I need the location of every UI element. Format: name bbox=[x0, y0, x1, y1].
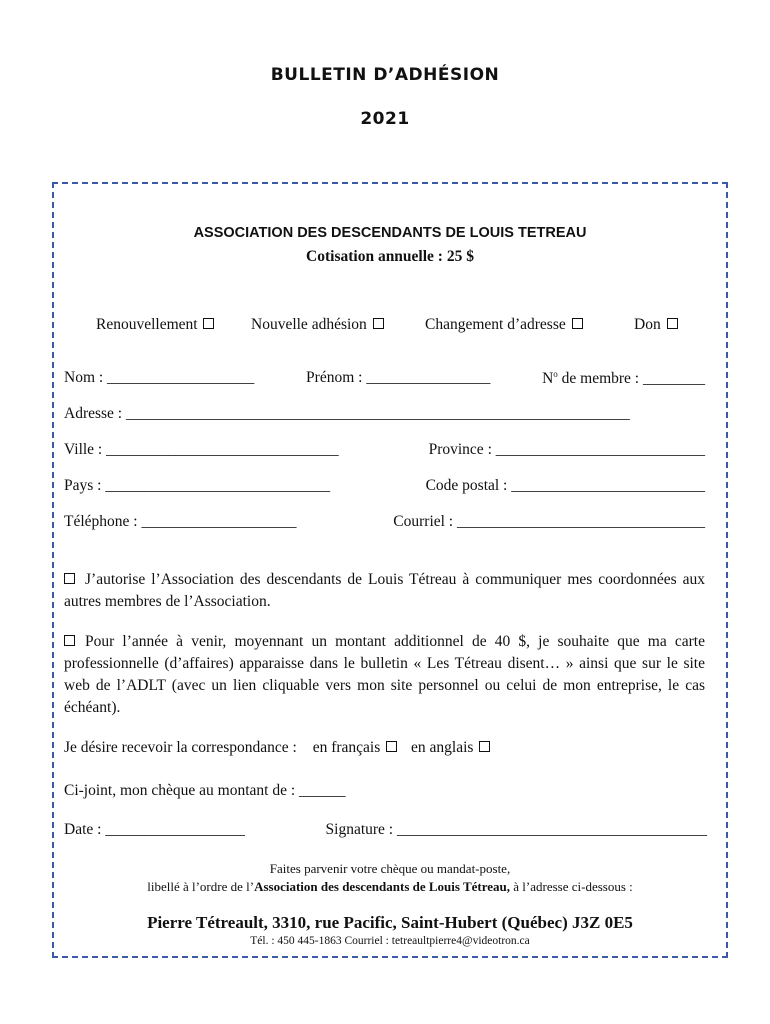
country-field[interactable]: Pays : _____________________________ bbox=[64, 477, 331, 494]
name-row bbox=[64, 369, 705, 388]
phone-field[interactable]: Téléphone : ____________________ bbox=[64, 513, 297, 530]
association-name: ASSOCIATION DES DESCENDANTS DE LOUIS TETREAU bbox=[193, 225, 587, 241]
footer-payee-name: Association des descendants de Louis Tétreau, bbox=[254, 879, 511, 894]
business-card-checkbox[interactable] bbox=[64, 635, 75, 646]
option-new-member-label: Nouvelle adhésion bbox=[251, 316, 367, 333]
city-field[interactable]: Ville : ______________________________ bbox=[64, 441, 339, 458]
consent-text: J’autorise l’Association des descendants de Louis Tétreau à communiquer mes coordonnées aux autres membres de l’Association. bbox=[64, 571, 705, 610]
consent-paragraph bbox=[64, 569, 705, 613]
business-card-paragraph bbox=[64, 631, 705, 719]
signature-field[interactable]: Signature : ________________________________________ bbox=[325, 821, 707, 838]
form-year: 2021 bbox=[360, 109, 410, 129]
member-number-label: de membre : ________ bbox=[557, 370, 705, 388]
consent-checkbox[interactable] bbox=[64, 573, 75, 584]
option-new-member[interactable] bbox=[251, 316, 386, 334]
option-address-change-label: Changement d’adresse bbox=[425, 316, 566, 333]
option-renewal[interactable] bbox=[96, 316, 216, 334]
member-number-sup: o bbox=[553, 369, 558, 379]
first-name-field[interactable]: Prénom : ________________ bbox=[306, 369, 491, 386]
english-checkbox[interactable] bbox=[479, 741, 490, 752]
french-checkbox[interactable] bbox=[386, 741, 397, 752]
option-donation[interactable] bbox=[634, 316, 680, 334]
phone-row bbox=[64, 513, 705, 531]
footer-instruction: Faites parvenir votre chèque ou mandat-poste, bbox=[269, 861, 511, 876]
city-row bbox=[64, 441, 705, 459]
option-renewal-label: Renouvellement bbox=[96, 316, 198, 333]
form-title: BULLETIN D’ADHÉSION bbox=[270, 65, 500, 85]
footer-payee-suffix: à l’adresse ci-dessous : bbox=[510, 879, 633, 894]
option-address-change[interactable] bbox=[425, 316, 585, 334]
donation-checkbox[interactable] bbox=[667, 318, 678, 329]
address-change-checkbox[interactable] bbox=[572, 318, 583, 329]
mailing-address: Pierre Tétreault, 3310, rue Pacific, Saint-Hubert (Québec) J3Z 0E5 bbox=[147, 913, 633, 932]
option-donation-label: Don bbox=[634, 316, 661, 333]
cheque-amount-field[interactable]: Ci-joint, mon chèque au montant de : ______ bbox=[64, 782, 346, 799]
business-card-text: Pour l’année à venir, moyennant un montant additionnel de 40 $, je souhaite que ma carte professionnelle (d’affaires) apparaisse dans le bulletin « Les Tétreau disent… » ainsi que sur le site web de l’ADLT (avec un lien cliquable vers mon site personnel ou celui de mon entreprise, le cas échéant). bbox=[64, 633, 705, 716]
footer-payee-prefix: libellé à l’ordre de l’ bbox=[147, 879, 255, 894]
country-row bbox=[64, 477, 705, 495]
postal-code-field[interactable]: Code postal : _________________________ bbox=[425, 477, 705, 494]
email-field[interactable]: Courriel : ________________________________ bbox=[393, 513, 705, 530]
member-number-prefix: N bbox=[542, 370, 554, 388]
language-english-label: en anglais bbox=[411, 739, 474, 756]
renewal-checkbox[interactable] bbox=[203, 318, 214, 329]
contact-info: Tél. : 450 445-1863 Courriel : tetreaultpierre4@videotron.ca bbox=[250, 935, 530, 947]
annual-fee: Cotisation annuelle : 25 $ bbox=[306, 248, 474, 265]
last-name-field[interactable]: Nom : ___________________ bbox=[64, 369, 255, 386]
new-member-checkbox[interactable] bbox=[373, 318, 384, 329]
date-signature-row bbox=[64, 821, 707, 839]
language-french-label: en français bbox=[312, 739, 381, 756]
form-frame bbox=[52, 182, 728, 958]
language-label: Je désire recevoir la correspondance : bbox=[64, 739, 297, 756]
date-field[interactable]: Date : __________________ bbox=[64, 821, 245, 838]
language-row bbox=[64, 739, 492, 757]
address-field[interactable]: Adresse : _________________________________________________________________ bbox=[64, 405, 630, 422]
province-field[interactable]: Province : ___________________________ bbox=[428, 441, 705, 458]
footer-payee bbox=[54, 879, 726, 895]
member-number-field[interactable] bbox=[542, 369, 705, 388]
